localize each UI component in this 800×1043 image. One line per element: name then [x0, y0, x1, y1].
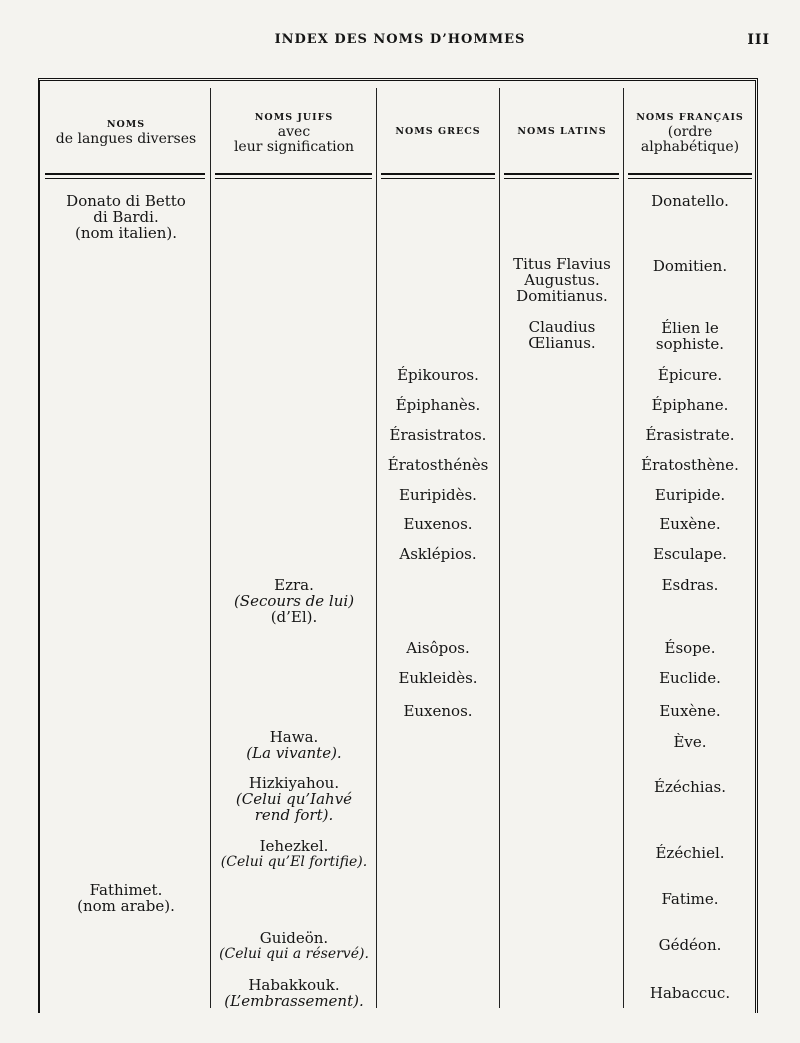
entry-line: Élien le [661, 319, 719, 337]
cell-francais: Euclide. [659, 669, 721, 687]
cell-francais: Gédéon. [658, 936, 722, 954]
cell-diverses [42, 193, 210, 241]
column-header-label: NOMS FRANÇAIS [636, 112, 744, 123]
cell-francais: Euxène. [659, 515, 721, 533]
header-rule [628, 173, 752, 179]
entry-line-meaning: (Celui qu’Iahvé [235, 790, 353, 808]
cell-juifs [212, 977, 376, 1009]
cell-francais: Épicure. [657, 366, 723, 384]
page-number: III [747, 32, 770, 48]
cell-grecs: Euxenos. [403, 702, 473, 720]
cell-francais: Érasistrate. [645, 426, 735, 444]
cell-francais: Euripide. [654, 486, 726, 504]
column-header-francais [625, 110, 755, 155]
entry-line-meaning: rend fort). [254, 806, 334, 824]
cell-francais: Donatello. [651, 192, 729, 210]
column-header-latins [500, 124, 624, 139]
entry-line-meaning: (Secours de lui) [233, 592, 355, 610]
header-rule [504, 173, 619, 179]
cell-francais: Fatime. [661, 890, 719, 908]
entry-line: Augustus. [524, 271, 600, 289]
cell-juifs [212, 729, 376, 761]
entry-line-meaning: (L’embrassement). [224, 992, 364, 1010]
column-header-juifs [212, 110, 376, 155]
entry-line-meaning: (Celui qu’El fortifie). [220, 854, 368, 870]
entry-line: (nom italien). [74, 224, 178, 242]
entry-line: Guideön. [259, 929, 329, 947]
cell-grecs: Érasistratos. [389, 426, 487, 444]
cell-francais: Esculape. [653, 545, 727, 563]
entry-line: Hawa. [269, 728, 319, 746]
cell-francais: Habaccuc. [649, 984, 731, 1002]
entry-line: (d’El). [270, 608, 318, 626]
column-divider [210, 88, 211, 1008]
header-rule [215, 173, 372, 179]
column-header-label: NOMS [106, 119, 146, 130]
cell-juifs [212, 775, 376, 823]
header-rule [381, 173, 495, 179]
column-header-label: NOMS JUIFS [254, 112, 334, 123]
column-header-sublabel: (ordre [667, 124, 713, 140]
entry-line: Iehezkel. [259, 837, 329, 855]
column-divider [499, 88, 500, 1008]
cell-juifs [212, 838, 376, 870]
column-header-grecs [377, 124, 499, 139]
column-header-sublabel: alphabétique) [640, 139, 740, 155]
cell-grecs: Aisôpos. [406, 639, 470, 657]
cell-francais: Ézéchiel. [655, 844, 725, 862]
column-header-label: NOMS LATINS [517, 126, 607, 137]
entry-line: Fathimet. [89, 881, 163, 899]
entry-line: Hizkiyahou. [248, 774, 340, 792]
entry-line-meaning: (Celui qui a réservé). [219, 946, 369, 962]
cell-francais: Esdras. [661, 576, 719, 594]
cell-juifs [212, 930, 376, 962]
entry-line: Domitianus. [516, 287, 608, 305]
entry-line: Donato di Betto [66, 192, 186, 210]
entry-line-meaning: (La vivante). [246, 744, 342, 762]
entry-line: (nom arabe). [77, 897, 175, 915]
entry-line: Ezra. [274, 576, 314, 594]
entry-line: Claudius [528, 318, 596, 336]
entry-line: Habakkouk. [248, 976, 340, 994]
column-header-label: NOMS GRECS [395, 126, 481, 137]
column-header-diverses [42, 117, 210, 147]
cell-grecs: Épiphanès. [395, 396, 481, 414]
column-header-sublabel: de langues diverses [55, 131, 197, 147]
header-rule [45, 173, 205, 179]
cell-grecs: Euxenos. [403, 515, 473, 533]
cell-latins [500, 256, 624, 304]
cell-francais: Ève. [673, 733, 707, 751]
entry-line: Titus Flavius [513, 255, 611, 273]
cell-grecs: Ératosthénès [387, 456, 489, 474]
cell-grecs: Asklépios. [399, 545, 477, 563]
cell-grecs: Euripidès. [399, 486, 477, 504]
entry-line: di Bardi. [93, 208, 159, 226]
cell-francais [625, 320, 755, 352]
column-header-sublabel: avec [277, 124, 311, 140]
entry-line: Œlianus. [528, 334, 596, 352]
cell-grecs: Épikouros. [397, 366, 479, 384]
cell-juifs [212, 577, 376, 625]
cell-francais: Euxène. [659, 702, 721, 720]
cell-francais: Ésope. [664, 639, 716, 657]
cell-francais: Domitien. [652, 257, 728, 275]
cell-latins [500, 319, 624, 351]
cell-diverses [42, 882, 210, 914]
cell-francais: Ératosthène. [641, 456, 739, 474]
column-header-sublabel: leur signification [233, 139, 355, 155]
column-divider [623, 88, 624, 1008]
page-header-title: INDEX DES NOMS D’HOMMES [274, 32, 526, 47]
cell-francais: Ézéchias. [654, 778, 726, 796]
cell-grecs: Eukleidès. [398, 669, 478, 687]
cell-francais: Épiphane. [651, 396, 729, 414]
entry-line: sophiste. [655, 335, 725, 353]
